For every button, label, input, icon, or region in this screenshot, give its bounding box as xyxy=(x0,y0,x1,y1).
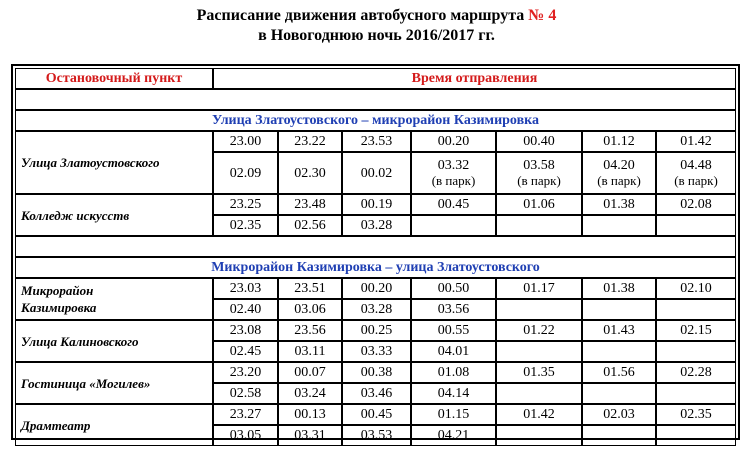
departure-time xyxy=(411,299,496,320)
schedule-row xyxy=(15,362,736,383)
departure-time: 23.48 xyxy=(278,194,342,215)
schedule-title-line2: в Новогоднюю ночь 2016/2017 гг. xyxy=(258,27,495,44)
departure-time xyxy=(342,383,411,404)
gap-cell xyxy=(15,89,736,110)
departure-time: 01.08 xyxy=(411,362,496,383)
departure-time xyxy=(411,383,496,404)
departure-time-value: 00.02 xyxy=(360,165,393,181)
departure-time: 00.19 xyxy=(342,194,411,215)
depot-note: (в парк) xyxy=(597,172,641,188)
departure-time: 01.06 xyxy=(496,194,582,215)
departure-time-value: 04.01 xyxy=(437,343,470,359)
departure-time-value: 03.11 xyxy=(294,343,326,359)
departure-time: 23.22 xyxy=(278,131,342,152)
departure-time-value: 03.58 xyxy=(523,157,555,173)
departure-time xyxy=(656,152,736,194)
departure-time-value: 03.31 xyxy=(294,427,326,443)
departure-time: 23.53 xyxy=(342,131,411,152)
departure-time xyxy=(342,215,411,236)
departure-time xyxy=(411,341,496,362)
departure-time: 00.38 xyxy=(342,362,411,383)
departure-time-value: 02.58 xyxy=(229,385,262,401)
depot-note: (в парк) xyxy=(674,172,718,188)
departure-time xyxy=(213,215,278,236)
depot-note: (в парк) xyxy=(517,172,561,188)
schedule-table xyxy=(15,68,736,446)
schedule-row xyxy=(15,131,736,152)
departure-time: 02.08 xyxy=(656,194,736,215)
departure-time-value: 02.45 xyxy=(229,343,262,359)
departure-time xyxy=(496,383,582,404)
departure-time: 23.56 xyxy=(278,320,342,341)
departure-time xyxy=(342,299,411,320)
departure-time: 00.25 xyxy=(342,320,411,341)
section-gap xyxy=(15,236,736,257)
stop-name-text: Улица Златоустовского xyxy=(21,155,160,170)
stop-name xyxy=(15,131,213,194)
departure-time: 00.45 xyxy=(411,194,496,215)
gap-cell xyxy=(15,236,736,257)
departure-time: 01.42 xyxy=(496,404,582,425)
departure-time: 23.51 xyxy=(278,278,342,299)
departure-time: 23.03 xyxy=(213,278,278,299)
schedule-sheet xyxy=(11,64,740,443)
departure-time xyxy=(278,425,342,446)
departure-time xyxy=(656,215,736,236)
departure-time: 01.42 xyxy=(656,131,736,152)
departure-time xyxy=(213,341,278,362)
departure-time: 23.27 xyxy=(213,404,278,425)
stop-name-line: Микрорайон xyxy=(21,283,94,298)
departure-time xyxy=(342,341,411,362)
departure-time: 00.20 xyxy=(342,278,411,299)
departure-time-value: 02.56 xyxy=(294,217,326,233)
departure-time xyxy=(496,152,582,194)
departure-time: 01.12 xyxy=(582,131,656,152)
stop-name-line: Казимировка xyxy=(21,300,97,315)
schedule-row xyxy=(15,320,736,341)
stop-name-text: Колледж искусств xyxy=(21,207,130,223)
route-number: № 4 xyxy=(528,7,557,24)
departure-time xyxy=(411,425,496,446)
departure-time-value: 03.53 xyxy=(360,427,393,443)
departure-time xyxy=(656,383,736,404)
departure-time: 01.35 xyxy=(496,362,582,383)
departure-time: 23.00 xyxy=(213,131,278,152)
stop-name-text: Улица Калиновского xyxy=(21,333,139,349)
departure-time: 00.55 xyxy=(411,320,496,341)
departure-time: 01.17 xyxy=(496,278,582,299)
departure-time xyxy=(582,215,656,236)
departure-time: 01.56 xyxy=(582,362,656,383)
departure-time: 23.08 xyxy=(213,320,278,341)
departure-time: 01.38 xyxy=(582,194,656,215)
departure-time-value: 02.35 xyxy=(229,217,262,233)
departure-time xyxy=(582,341,656,362)
departure-time xyxy=(496,425,582,446)
departure-time: 00.40 xyxy=(496,131,582,152)
departure-time xyxy=(656,299,736,320)
departure-time xyxy=(278,215,342,236)
departure-time-value: 04.48 xyxy=(680,157,712,173)
departure-time: 23.20 xyxy=(213,362,278,383)
departure-time xyxy=(582,383,656,404)
departure-time: 01.43 xyxy=(582,320,656,341)
departure-time-value: 02.30 xyxy=(294,165,326,181)
departure-time: 01.15 xyxy=(411,404,496,425)
stop-name xyxy=(15,362,213,404)
departure-time: 02.15 xyxy=(656,320,736,341)
departure-time-value: 03.05 xyxy=(229,427,262,443)
stop-column-header: Остановочный пункт xyxy=(15,68,213,89)
schedule-row xyxy=(15,404,736,425)
departure-time-value: 03.56 xyxy=(437,301,470,317)
departure-time xyxy=(411,215,496,236)
departure-time-value: 03.33 xyxy=(360,343,393,359)
stop-name-text: Гостиница «Могилев» xyxy=(21,375,151,391)
departure-time-value: 03.24 xyxy=(294,385,326,401)
departure-time: 00.45 xyxy=(342,404,411,425)
departure-time xyxy=(213,152,278,194)
departure-time: 02.28 xyxy=(656,362,736,383)
departure-time: 00.50 xyxy=(411,278,496,299)
departure-time xyxy=(411,152,496,194)
section-gap xyxy=(15,89,736,110)
schedule-row xyxy=(15,194,736,215)
departure-time: 02.03 xyxy=(582,404,656,425)
departure-time xyxy=(582,425,656,446)
departure-time xyxy=(278,299,342,320)
departure-time xyxy=(278,383,342,404)
schedule-title-line1 xyxy=(0,6,753,26)
departure-time: 01.22 xyxy=(496,320,582,341)
departure-time xyxy=(656,341,736,362)
title-text: Расписание движения автобусного маршрута xyxy=(196,7,525,24)
time-column-header: Время отправления xyxy=(213,68,736,89)
stop-name xyxy=(15,194,213,236)
departure-time-value: 03.46 xyxy=(360,385,393,401)
departure-time xyxy=(496,215,582,236)
direction-title: Улица Златоустовского – микрорайон Казимировка xyxy=(15,110,736,131)
departure-time xyxy=(582,299,656,320)
direction-row xyxy=(15,257,736,278)
direction-row xyxy=(15,110,736,131)
departure-time-value: 04.20 xyxy=(603,157,635,173)
stop-name xyxy=(15,404,213,446)
header-row xyxy=(15,68,736,89)
departure-time: 02.10 xyxy=(656,278,736,299)
direction-title: Микрорайон Казимировка – улица Златоустовского xyxy=(15,257,736,278)
departure-time-value: 03.28 xyxy=(360,301,393,317)
departure-time: 00.20 xyxy=(411,131,496,152)
departure-time: 23.25 xyxy=(213,194,278,215)
stop-name xyxy=(15,320,213,362)
departure-time: 00.07 xyxy=(278,362,342,383)
departure-time xyxy=(496,341,582,362)
departure-time-value: 02.40 xyxy=(229,301,262,317)
departure-time: 01.38 xyxy=(582,278,656,299)
departure-time xyxy=(278,341,342,362)
departure-time xyxy=(278,152,342,194)
departure-time xyxy=(656,425,736,446)
departure-time-value: 03.06 xyxy=(294,301,326,317)
departure-time xyxy=(342,425,411,446)
schedule-row xyxy=(15,278,736,299)
departure-time-value: 02.09 xyxy=(229,165,262,181)
departure-time: 02.35 xyxy=(656,404,736,425)
departure-time-value: 03.32 xyxy=(437,157,470,173)
departure-time-value: 03.28 xyxy=(360,217,393,233)
departure-time-value: 04.14 xyxy=(437,385,470,401)
departure-time xyxy=(213,299,278,320)
departure-time xyxy=(213,383,278,404)
stop-name-text: Драмтеатр xyxy=(21,417,91,433)
departure-time xyxy=(342,152,411,194)
departure-time: 00.13 xyxy=(278,404,342,425)
stop-name xyxy=(15,278,213,320)
departure-time xyxy=(213,425,278,446)
departure-time xyxy=(496,299,582,320)
departure-time-value: 04.21 xyxy=(437,427,470,443)
departure-time xyxy=(582,152,656,194)
depot-note: (в парк) xyxy=(431,172,476,188)
